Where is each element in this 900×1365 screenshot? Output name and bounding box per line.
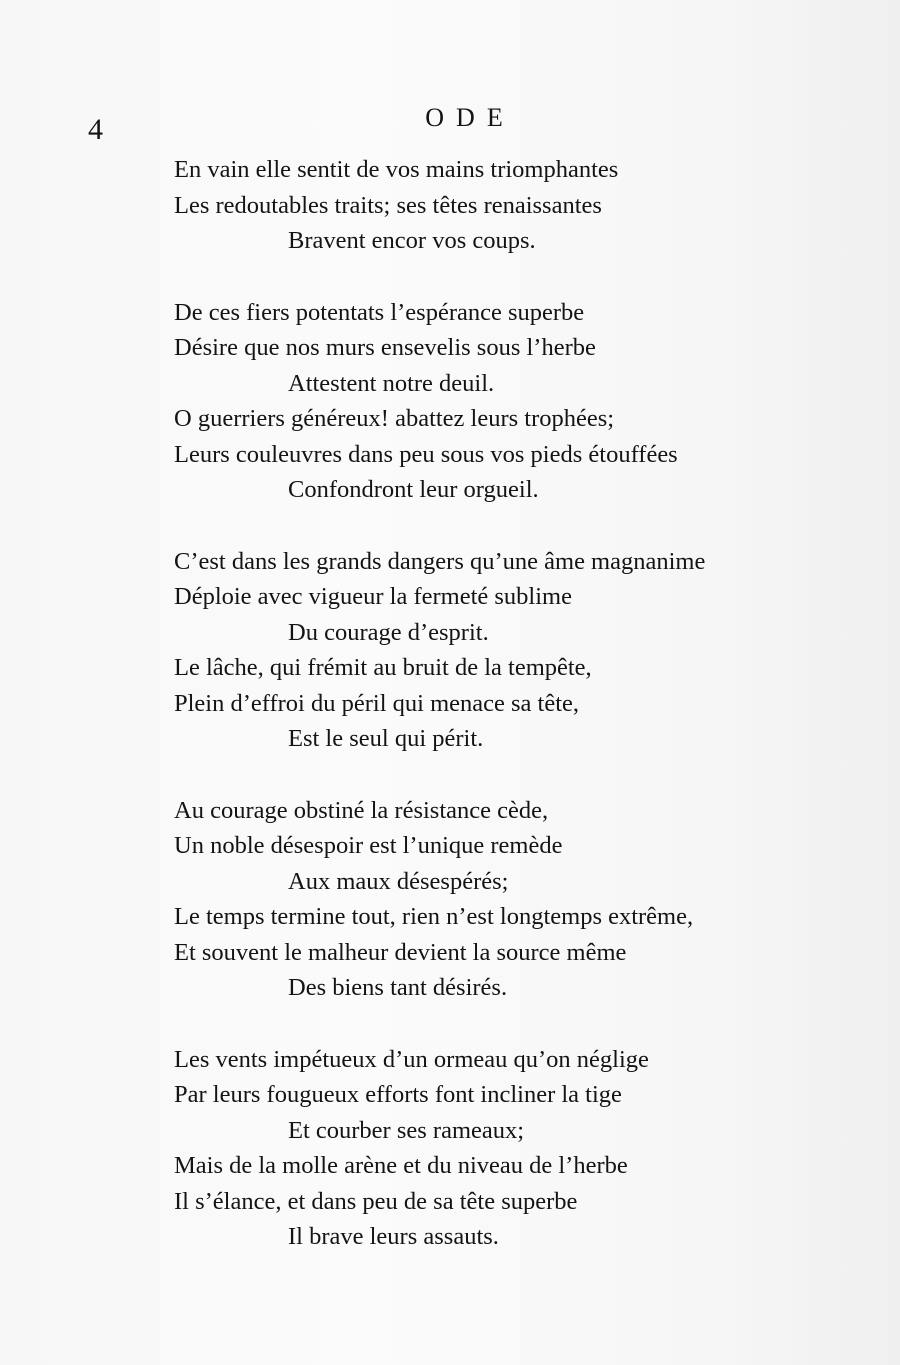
poem-short-line: Bravent encor vos coups.: [288, 227, 536, 254]
poem-line: Le temps termine tout, rien n’est longtemps extrême,: [174, 903, 694, 930]
stanza-gap: [174, 757, 874, 793]
poem-line: Mais de la molle arène et du niveau de l’herbe: [174, 1152, 628, 1179]
poem-line: En vain elle sentit de vos mains triomphantes: [174, 156, 619, 183]
poem-line: Plein d’effroi du péril qui menace sa tête,: [174, 689, 580, 717]
poem-line: Les redoutables traits; ses têtes renaissantes: [174, 191, 602, 219]
stanza: [174, 295, 874, 508]
poem-line: Les vents impétueux d’un ormeau qu’on néglige: [174, 1045, 649, 1073]
poem-body: [174, 152, 874, 1255]
poem-line: Par leurs fougueux efforts font incliner la tige: [174, 1081, 622, 1108]
poem-short-line: Aux maux désespérés;: [288, 867, 509, 895]
poem-line: O guerriers généreux! abattez leurs trophées;: [174, 405, 615, 432]
poem-short-line: Et courber ses rameaux;: [288, 1116, 525, 1144]
stanza-gap: [174, 1006, 874, 1042]
poem-short-line: Il brave leurs assauts.: [288, 1223, 499, 1250]
poem-line: Un noble désespoir est l’unique remède: [174, 832, 563, 859]
poem-line: De ces fiers potentats l’espérance superbe: [174, 298, 585, 326]
stanza: [174, 1042, 874, 1255]
poem-short-line: Des biens tant désirés.: [288, 974, 508, 1001]
poem-line: Désire que nos murs ensevelis sous l’herbe: [174, 334, 596, 361]
page-number: 4: [88, 113, 103, 146]
stanza-gap: [174, 259, 874, 295]
poem-line: Leurs couleuvres dans peu sous vos pieds étouffées: [174, 440, 678, 468]
poem-short-line: Du courage d’esprit.: [288, 618, 489, 646]
stanza: [174, 152, 874, 259]
poem-line: Au courage obstiné la résistance cède,: [174, 796, 549, 824]
stanza: [174, 544, 874, 757]
running-title: ODE: [425, 103, 515, 132]
poem-line: Le lâche, qui frémit au bruit de la tempête,: [174, 654, 592, 681]
poem-line: C’est dans les grands dangers qu’une âme magnanime: [174, 547, 706, 575]
stanza-gap: [174, 508, 874, 544]
poem-short-line: Est le seul qui périt.: [288, 725, 484, 752]
poem-line: Déploie avec vigueur la fermeté sublime: [174, 583, 572, 610]
poem-short-line: Confondront leur orgueil.: [288, 476, 539, 503]
poem-line: Il s’élance, et dans peu de sa tête superbe: [174, 1187, 578, 1215]
poem-line: Et souvent le malheur devient la source même: [174, 938, 627, 966]
stanza: [174, 793, 874, 1006]
poem-short-line: Attestent notre deuil.: [288, 369, 495, 397]
